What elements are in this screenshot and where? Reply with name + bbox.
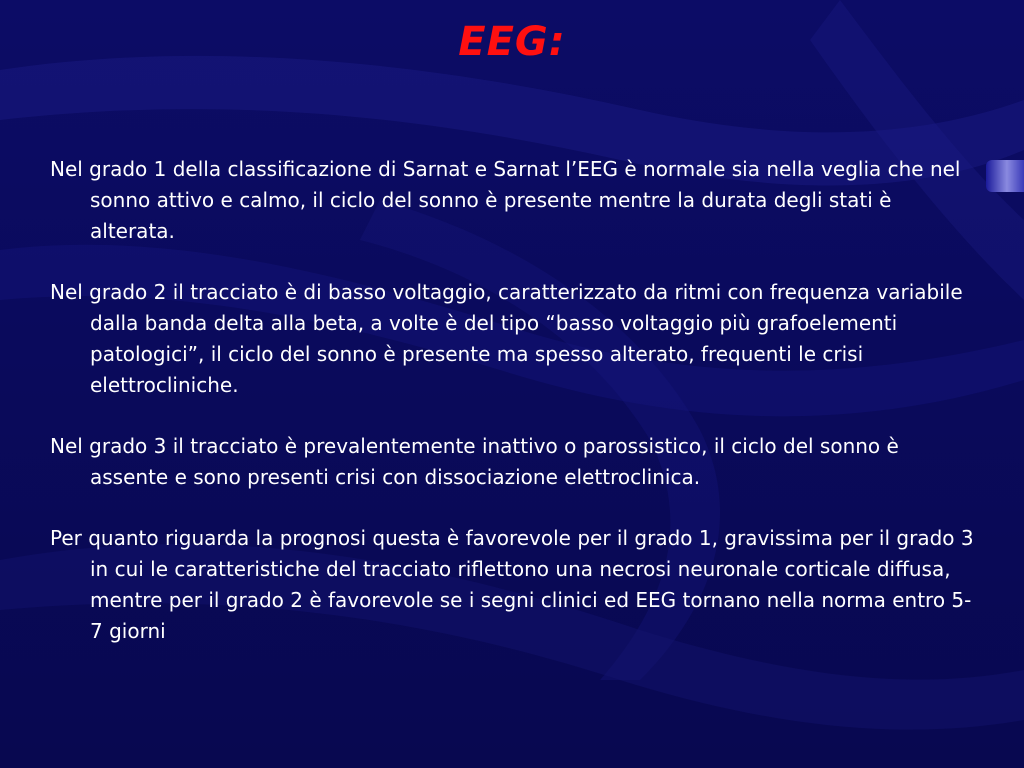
paragraph-grado-1: Nel grado 1 della classificazione di Sarnat e Sarnat l’EEG è normale sia nella veglia che nel sonno attivo e calmo, il ciclo del sonno è presente mentre la durata degli stati è alterata. (50, 157, 961, 243)
paragraph-grado-2: Nel grado 2 il tracciato è di basso voltaggio, caratterizzato da ritmi con frequenza variabile dalla banda delta alla beta, a volte è del tipo “basso voltaggio più grafoelementi patologici”, il ciclo del sonno è presente ma spesso alterato, frequenti le crisi elettrocliniche. (50, 280, 963, 397)
slide-body (50, 154, 978, 677)
slide-title: EEG: (458, 19, 566, 65)
decorative-side-tab (986, 160, 1024, 192)
paragraph-grado-3: Nel grado 3 il tracciato è prevalentemente inattivo o parossistico, il ciclo del sonno è assente e sono presenti crisi con dissociazione elettroclinica. (50, 434, 899, 489)
paragraph-prognosi: Per quanto riguarda la prognosi questa è favorevole per il grado 1, gravissima per il grado 3 in cui le caratteristiche del tracciato riflettono una necrosi neuronale corticale diffusa, mentre per il grado 2 è favorevole se i segni clinici ed EEG tornano nella norma entro 5-7 giorni (50, 526, 974, 643)
